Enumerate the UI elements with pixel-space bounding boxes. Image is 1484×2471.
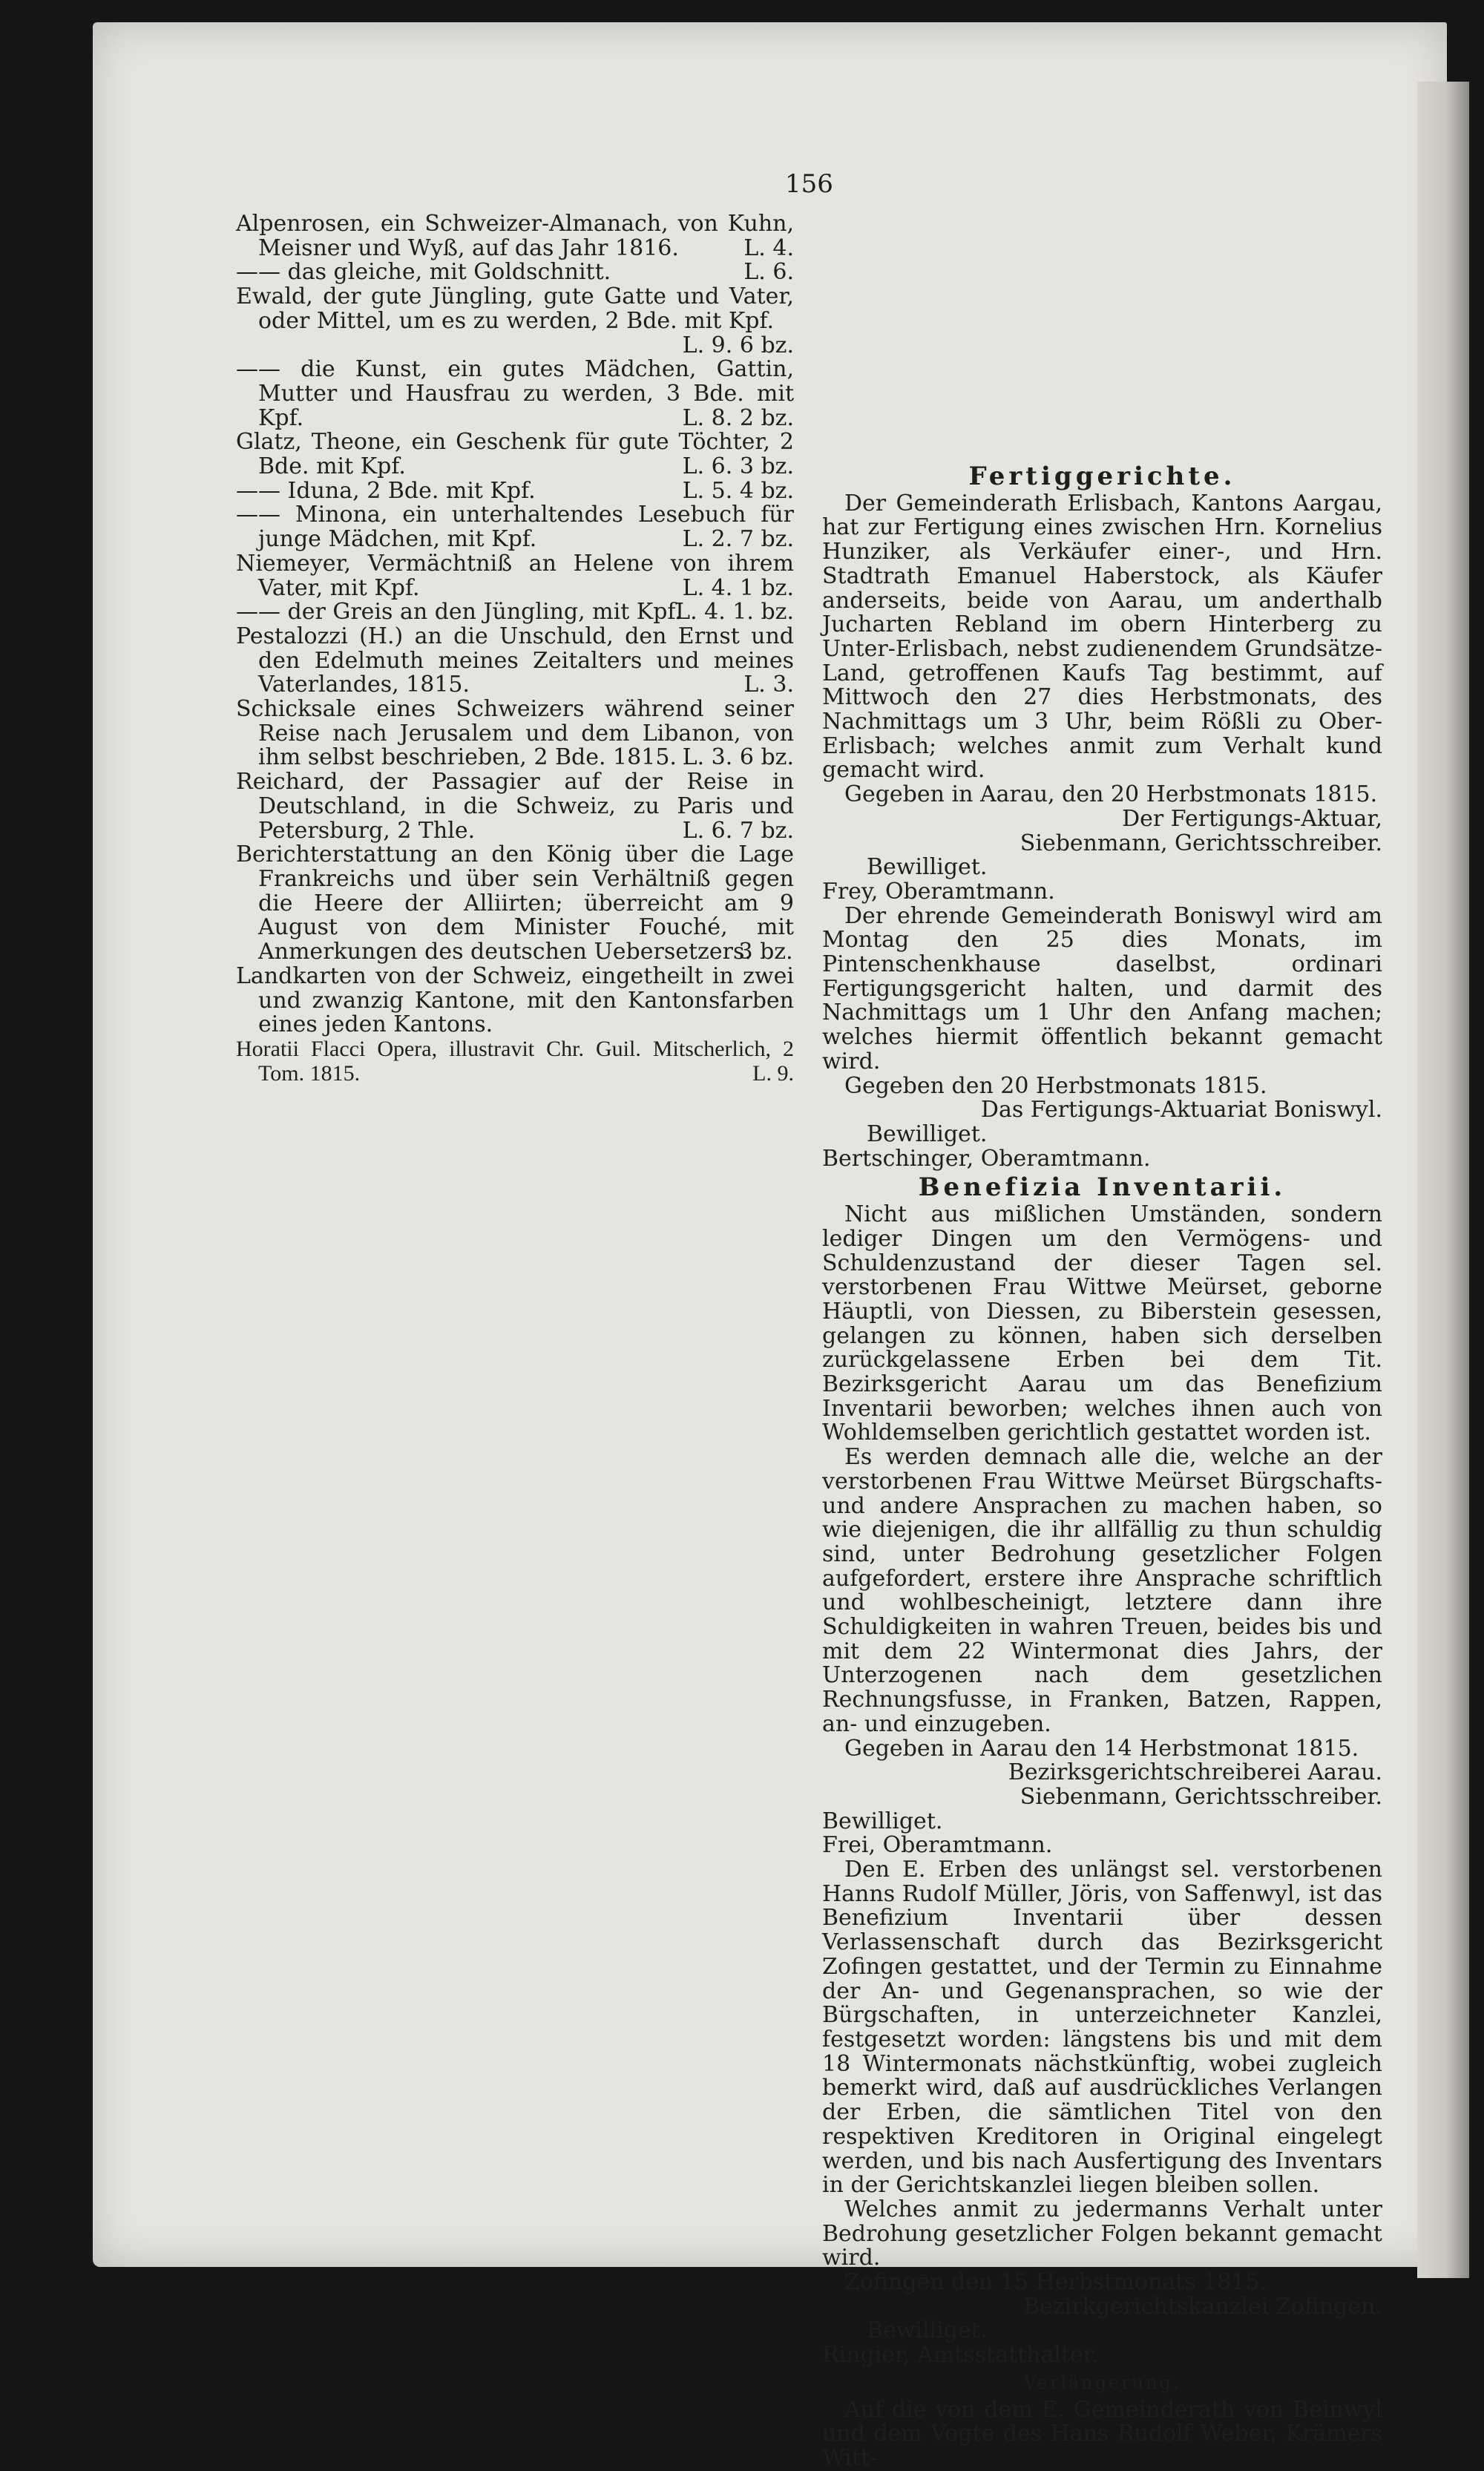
catalog-entry-price: L. 9. <box>752 1060 794 1086</box>
catalog-entry-text: —— der Greis an den Jüngling, mit Kpf. <box>236 599 682 626</box>
catalog-entry-text: Berichterstattung an den König über die Lage Frankreichs und über sein Verhältniß gegen die Heere der Alliirten; überreicht am 9 August von dem Minister Fouché, mit Anmerkungen des deutschen Uebersetzers. <box>236 841 794 965</box>
catalog-entry-text: —— Minona, ein unterhaltendes Lesebuch für junge Mädchen, mit Kpf. <box>236 502 794 553</box>
approval: Bewilliget. <box>867 2317 988 2344</box>
book-catalog <box>236 212 794 1086</box>
catalog-entry-text: Glatz, Theone, ein Geschenk für gute Töchter, 2 Bde. mit Kpf. <box>236 429 794 480</box>
catalog-entry-text: Niemeyer, Vermächtniß an Helene von ihrem Vater, mit Kpf. <box>236 550 794 601</box>
catalog-entry-price: L. 5. 4 bz. <box>682 477 794 504</box>
notice-meurset: Nicht aus mißlichen Umständen, sondern lediger Dingen um den Vermögens- und Schuldenzustand der dieser Tagen sel. verstorbenen Frau Wittwe Meürset, geborne Häuptli, von Diessen, zu Biberstein gesessen, gelangen zu können, haben sich derselben zurückgelassene Erben bei dem Tit. Bezirksgericht Aarau um das Benefizium Inventarii beworben; welches ihnen auch von Wohldemselben gerichtlich gestattet worden ist. <box>822 1201 1382 1446</box>
approval: Bewilliget. <box>822 1808 943 1834</box>
catalog-entry-price: L. 2. 7 bz. <box>682 526 794 553</box>
catalog-entry <box>236 600 794 625</box>
approval-signer: Frei, Oberamtmann. <box>822 1832 1053 1859</box>
notice-mueller-2: Welches anmit zu jedermanns Verhalt unter Bedrohung gesetzlicher Folgen bekannt gemacht wird. <box>822 2196 1382 2271</box>
catalog-entry <box>236 552 794 600</box>
page-edge <box>1417 82 1469 2278</box>
catalog-entry <box>236 962 794 1038</box>
catalog-entry <box>236 358 794 430</box>
signature: Das Fertigungs-Aktuariat Boniswyl. <box>980 1097 1382 1123</box>
catalog-entry-price: 3 bz. <box>738 939 793 965</box>
signature: Siebenmann, Gerichtsschreiber. <box>1020 1783 1382 1810</box>
catalog-entry <box>236 843 794 965</box>
catalog-entry-price: L. 4. <box>743 234 794 261</box>
catalog-entry <box>236 479 794 504</box>
heading-verlaengerung: Verlängerung. <box>1023 2372 1181 2393</box>
catalog-entry-text: —— die Kunst, ein gutes Mädchen, Gattin, Mutter und Hausfrau zu werden, 3 Bde. mit Kpf. <box>236 356 794 431</box>
approval: Bewilliget. <box>867 1120 988 1147</box>
notice-date: Gegeben in Aarau den 14 Herbstmonat 1815. <box>844 1735 1359 1762</box>
bleed-through-text <box>987 245 1005 306</box>
approval-signer: Frey, Oberamtmann. <box>822 878 1055 905</box>
signature: Bezirksgerichtschreiberei Aarau. <box>1008 1759 1382 1786</box>
catalog-entry-text: —— das gleiche, mit Goldschnitt. <box>236 259 611 286</box>
notice-date: Zofingen den 15 Herbstmonats 1815. <box>844 2269 1267 2296</box>
notice-date: Gegeben in Aarau, den 20 Herbstmonats 1815. <box>844 781 1378 808</box>
approval-signer: Ringier, Amtsstatthalter. <box>822 2342 1099 2369</box>
catalog-entry-price: L. 6. <box>743 259 794 286</box>
catalog-entry <box>236 260 794 285</box>
approval: Bewilliget. <box>867 854 988 881</box>
catalog-entry-text: Schicksale eines Schweizers während seiner Reise nach Jerusalem und dem Libanon, von ihm selbst beschrieben, 2 Bde. 1815. <box>236 696 794 771</box>
notice-weber: Auf die von dem E. Gemeinderath von Beinwyl und dem Vogte des Hans Rudolf Weber, Krämers Witt- <box>822 2396 1382 2471</box>
signature: Siebenmann, Gerichtsschreiber. <box>1020 830 1382 856</box>
notice-erlisbach: Der Gemeinderath Erlisbach, Kantons Aargau, hat zur Fertigung eines zwischen Hrn. Kornelius Hunziker, als Verkäufer einer-, und Hrn. Stadtrath Emanuel Haberstock, als Käufer anderseits, beide von Aarau, um anderthalb Jucharten Rebland im obern Hinterberg zu Unter-Erlisbach, nebst zudienendem Grundsätze-Land, getroffenen Kaufs Tag bestimmt, auf Mittwoch den 27 dies Herbstmonats, des Nachmittags um 3 Uhr, beim Rößli zu Ober-Erlisbach; welches anmit zum Verhalt kund gemacht wird. <box>822 490 1382 784</box>
catalog-entry-price: L. 3. 6 bz. <box>682 744 794 771</box>
catalog-entry <box>236 430 794 479</box>
catalog-entry-text: Reichard, der Passagier auf der Reise in Deutschland, in die Schweiz, zu Paris und Petersburg, 2 Thle. <box>236 769 794 844</box>
catalog-entry-price: L. 9. 6 bz. <box>682 332 794 358</box>
catalog-entry-price: L. 6. 7 bz. <box>682 817 794 844</box>
catalog-entry-text: Ewald, der gute Jüngling, gute Gatte und Vater, oder Mittel, um es zu werden, 2 Bde. mit Kpf. <box>236 283 794 334</box>
notice-boniswyl: Der ehrende Gemeinderath Boniswyl wird am Montag den 25 dies Monats, im Pintenschenkhause daselbst, ordinari Fertigungsgericht halten, und darmit des Nachmittags um 1 Uhr den Anfang machen; welches hiermit öffentlich bekannt gemacht wird. <box>822 902 1382 1074</box>
heading-benefizia: Benefizia Inventarii. <box>918 1172 1287 1203</box>
signature: Der Fertigungs-Aktuar, <box>1122 805 1382 832</box>
catalog-entry <box>236 625 794 698</box>
approval-signer: Bertschinger, Oberamtmann. <box>822 1145 1151 1172</box>
notice-mueller: Den E. Erben des unlängst sel. verstorbenen Hanns Rudolf Müller, Jöris, von Saffenwyl, ist das Benefizium Inventarii über dessen Verlassenschaft durch das Bezirksgericht Zofingen gestattet, und der Termin zu Einnahme der An- und Gegenansprachen, so wie der Bürgschaften, in unterzeichneter Kanzlei, festgesetzt worden: längstens bis und mit dem 18 Wintermonats nächstkünftig, wobei zugleich bemerkt wird, daß auf ausdrückliches Verlangen der Erben, die sämtlichen Titel von den respektiven Kreditoren in Original eingelegt werden, und bis nach Ausfertigung des Inventars in der Gerichtskanzlei liegen bleiben sollen. <box>822 1857 1382 2199</box>
notice-date: Gegeben den 20 Herbstmonats 1815. <box>844 1072 1267 1099</box>
catalog-entry-price: L. 4. 1. bz. <box>675 599 794 626</box>
catalog-entry-price: L. 8. 2 bz. <box>682 404 794 431</box>
page-number: 156 <box>785 169 833 199</box>
notices-column <box>822 460 1382 2471</box>
catalog-entry-text: —— Iduna, 2 Bde. mit Kpf. <box>236 477 536 504</box>
catalog-entry-price: L. 6. 3 bz. <box>682 453 794 480</box>
catalog-entry-text: Horatii Flacci Opera, illustravit Chr. Guil. Mitscherlich, 2 Tom. 1815. <box>236 1036 794 1086</box>
catalog-entry <box>236 503 794 551</box>
catalog-entry <box>236 770 794 843</box>
catalog-entry <box>236 698 794 770</box>
notice-meurset-2: Es werden demnach alle die, welche an der verstorbenen Frau Wittwe Meürset Bürgschafts- und andere Ansprachen zu machen haben, so wie diejenigen, die ihr allfällig zu thun schuldig sind, unter Bedrohung gesetzlicher Folgen aufgefordert, erstere ihre Ansprache schriftlich und wohlbescheinigt, letztere dann ihre Schuldigkeiten in wahren Treuen, beides bis und mit dem 22 Wintermonat dies Jahrs, der Unterzogenen nach dem gesetzlichen Rechnungsfusse, in Franken, Batzen, Rappen, an- und einzugeben. <box>822 1444 1382 1737</box>
heading-fertiggerichte: Fertiggerichte. <box>968 462 1236 491</box>
signature: Bezirkgerichtskanzlei Zofingen. <box>1023 2293 1382 2320</box>
catalog-entry-text: Alpenrosen, ein Schweizer-Almanach, von Kuhn, Meisner und Wyß, auf das Jahr 1816. <box>236 211 794 261</box>
catalog-entry <box>236 212 794 260</box>
catalog-entry-price: L. 4. 1 bz. <box>682 574 794 601</box>
catalog-entry-price: L. 3. <box>743 672 794 698</box>
catalog-entry <box>236 1037 794 1086</box>
catalog-entry <box>236 285 794 358</box>
catalog-entry-text: Pestalozzi (H.) an die Unschuld, den Ernst und den Edelmuth meines Zeitalters und meines Vaterlandes, 1815. <box>236 623 794 698</box>
catalog-entry-text: Landkarten von der Schweiz, eingetheilt in zwei und zwanzig Kantone, mit den Kantonsfarben eines jeden Kantons. <box>236 962 794 1038</box>
